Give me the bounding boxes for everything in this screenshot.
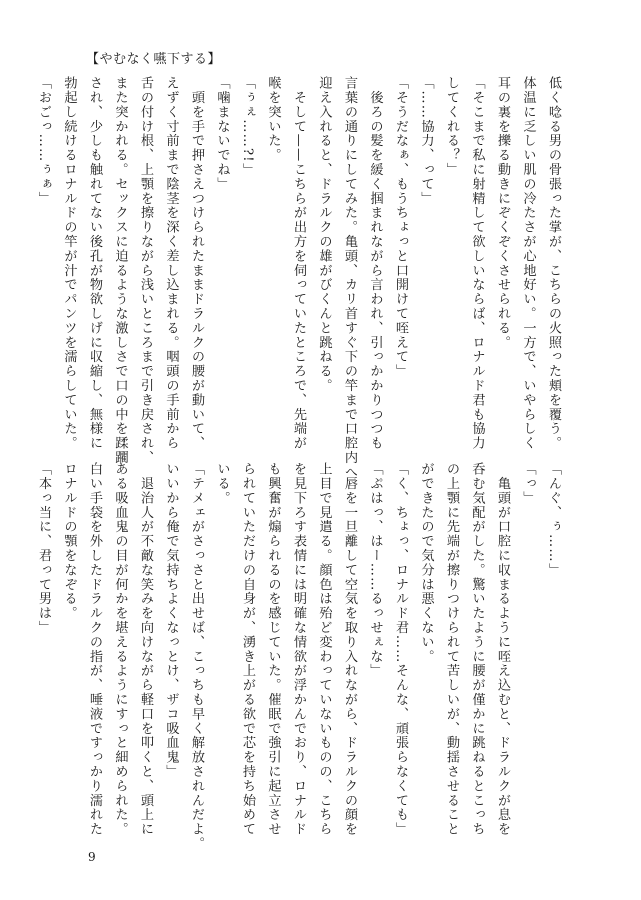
text-column: 「そこまで私に射精して欲しいならば、ロナルド君も協力 xyxy=(469,76,485,451)
page-title: 【やむなく嚥下する】 xyxy=(86,52,222,67)
text-column: えずく寸前まで陰茎を深く差し込まれる。咽頭の手前から xyxy=(163,76,179,451)
text-column: 勃起し続けるロナルドの竿が汁でパンツを濡らしていた。 xyxy=(61,76,77,451)
text-column: 退治人が不敵な笑みを向けながら軽口を叩くと、頭上に xyxy=(138,462,153,837)
text-column: 「ぅぇ……?!」 xyxy=(240,76,255,178)
text-column: 耳の裏を擽る動きにぞくぞくさせられる。 xyxy=(495,76,510,350)
text-column: 喉を突いた。 xyxy=(265,76,281,163)
text-column: 唇を一旦離して空気を取り入れながら、ドラルクの顔を xyxy=(342,462,357,837)
text-column: を見下ろす表情には明確な情欲が浮かんでおり、ロナルド xyxy=(291,462,306,837)
text-column: 言葉の通りにしてみた。亀頭、カリ首すぐ下の竿まで口腔内へ xyxy=(342,76,357,480)
text-column: そして——こちらが出方を伺っていたところで、先端が xyxy=(291,76,306,451)
text-column: してくれる？」 xyxy=(444,76,459,177)
text-column: 迎え入れると、ドラルクの雄がびくんと跳ねる。 xyxy=(316,76,332,393)
text-column: 頭を手で押さえつけられたままドラルクの腰が動いて、 xyxy=(189,76,204,451)
text-column: 低く唸る男の骨張った掌が、こちらの火照った頬を覆う。 xyxy=(546,76,561,451)
text-column: 体温に乏しい肌の冷たさが心地好い。一方で、いやらしく xyxy=(520,76,536,451)
text-column: られていただけの自身が、湧き上がる欲で芯を持ち始めて xyxy=(240,462,255,837)
text-column: また突かれる。セックスに迫るような激しさで口の中を蹂躙 xyxy=(112,76,128,465)
text-column: ができたので気分は悪くない。 xyxy=(418,462,434,664)
text-column: ある吸血鬼の目が何かを堪えるようにすっと細められた。 xyxy=(112,462,128,837)
text-column: 亀頭が口腔に収まるように咥え込むと、ドラルクが息を xyxy=(495,462,510,837)
text-column: 「……協力、って」 xyxy=(418,76,434,206)
text-column: 白い手袋を外したドラルクの指が、唾液ですっかり濡れた xyxy=(87,462,102,837)
text-column: 「おごっ……ぅぁ」 xyxy=(36,76,51,206)
text-column: され、少しも触れてない後孔が物欲しげに収縮し、無様に xyxy=(87,76,102,451)
text-column: 上目で見遣る。顔色は殆ど変わっていないものの、こちら xyxy=(316,462,332,837)
text-column: 「噛まないでね」 xyxy=(214,76,230,192)
text-column: 舌の付け根、上顎を擦りながら浅いところまで引き戻され、 xyxy=(138,76,153,465)
text-column: ロナルドの顎をなぞる。 xyxy=(61,462,77,621)
text-column: 呑む気配がした。驚いたように腰が僅かに跳ねるとこっち xyxy=(469,462,485,837)
text-column: も興奮が煽られるのを感じていた。催眠で強引に起立させ xyxy=(265,462,281,837)
text-column: いる。 xyxy=(214,462,230,506)
upper-text-block xyxy=(36,76,566,480)
text-column: 後ろの髪を緩く掴まれながら言われ、引っかかりつつも xyxy=(367,76,383,451)
text-column: 「テメェがさっさと出せば、こっちも早く解放されんだよ。 xyxy=(189,462,204,851)
text-column: の上顎に先端が擦りつけられて苦しいが、動揺させること xyxy=(444,462,459,837)
text-column: 「ぷはっ、はー……るっせぇな」 xyxy=(367,462,383,678)
text-column: 「そうだなぁ、もうちょっと口開けて咥えて」 xyxy=(393,76,408,379)
text-column: 「本っ当に、君って男は」 xyxy=(36,462,51,635)
page-number: 9 xyxy=(88,850,96,864)
lower-text-block xyxy=(36,462,566,851)
text-column: 「んぐ、ぅ……」 xyxy=(546,462,561,578)
text-column: 「っ」 xyxy=(520,462,536,506)
text-column: いいから俺で気持ちよくなっとけ、ザコ吸血鬼」 xyxy=(163,462,179,779)
text-column: 「く、ちょっ、ロナルド君……そんな、頑張らなくても」 xyxy=(393,462,408,837)
